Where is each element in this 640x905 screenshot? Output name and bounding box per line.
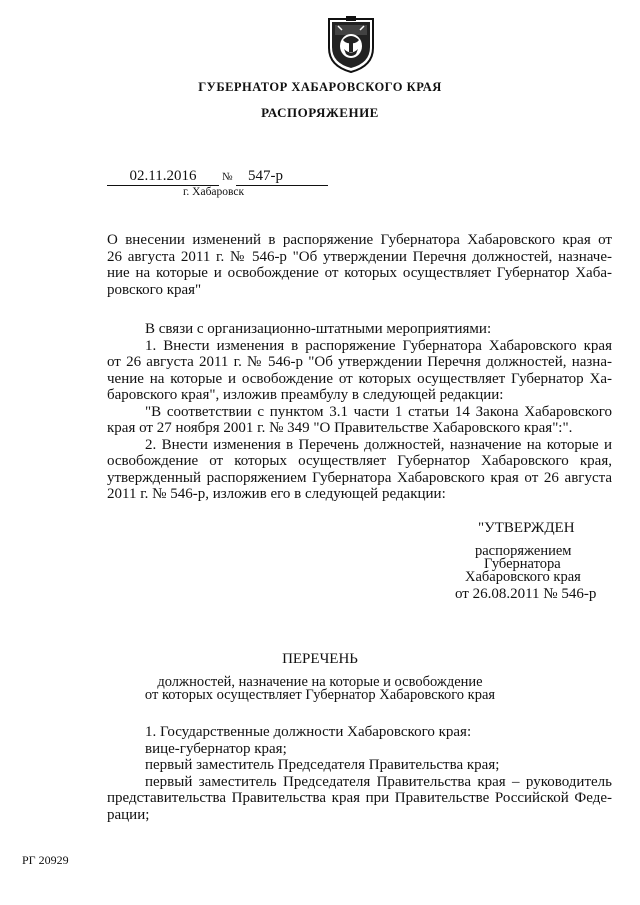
list-item: рации; [107,806,150,823]
list-subtitle-line2: от которых осуществляет Губернатор Хабаровского края [144,687,496,703]
subject-line: ровского края" [107,281,202,298]
list-title: ПЕРЕЧЕНЬ [282,651,358,667]
approval-governor: Губернатора [484,556,561,572]
approval-by-order: распоряжением [475,543,572,559]
list-subtitle-line1: должностей, назначение на которые и освобождение [157,674,483,690]
list-item: первый заместитель Председателя Правительства края; [145,757,500,773]
approval-date-number: от 26.08.2011 № 546-р [455,586,597,602]
document-date: 02.11.2016 [107,168,219,186]
list-item: представительства Правительства края при Правительстве Российской Феде- [107,790,612,806]
item2-line: освобождение от которых осуществляет Губернатор Хабаровского края, [107,453,612,469]
registry-code: РГ 20929 [22,853,69,867]
number-sign: № [222,171,233,183]
approval-region: Хабаровского края [465,569,581,585]
subject-line: ние на которые и освобождение от которых осуществляет Губернатор Хаба- [107,265,612,281]
document-type: РАСПОРЯЖЕНИЕ [261,105,379,120]
approval-approved: "УТВЕРЖДЕН [478,520,575,536]
list-section-heading: 1. Государственные должности Хабаровского края: [145,724,472,740]
document-number: 547-р [236,168,328,186]
coat-of-arms-emblem [326,16,376,74]
item2-line: утвержденный распоряжением Губернатора Хабаровского края от 26 августа [107,469,612,486]
list-item: вице-губернатор края; [145,740,287,757]
item2-line: 2011 г. № 546-р, изложив его в следующей редакции: [107,486,446,502]
item1-line: баровского края", изложив преамбулу в следующей редакции: [107,387,504,403]
intro-paragraph: В связи с организационно-штатными мероприятиями: [145,321,492,337]
item1-line: чение на которые и освобождение от которых осуществляет Губернатор Ха- [107,370,612,387]
item1-line: от 26 августа 2011 г. № 546-р "Об утверждении Перечня должностей, назна- [107,354,612,370]
city-label: г. Хабаровск [183,186,245,198]
list-item: первый заместитель Председателя Правительства края – руководитель [145,773,612,790]
list-body [107,724,612,823]
coat-of-arms-icon [326,16,376,74]
item2-line: 2. Внести изменения в Перечень должностей, назначение на которые и [145,436,612,453]
subject-line: 26 августа 2011 г. № 546-р "Об утверждении Перечня должностей, назначе- [107,248,612,265]
subject-line: О внесении изменений в распоряжение Губернатора Хабаровского края от [107,232,612,248]
quote-line: края от 27 ноября 2001 г. № 349 "О Правительстве Хабаровского края":". [107,420,573,436]
subject-block [107,232,612,298]
item1-line: 1. Внести изменения в распоряжение Губернатора Хабаровского края [145,337,612,354]
body-block [107,321,612,503]
issuer-title: ГУБЕРНАТОР ХАБАРОВСКОГО КРАЯ [198,80,442,94]
quote-line: "В соответствии с пунктом 3.1 части 1 статьи 14 Закона Хабаровского [145,403,612,420]
